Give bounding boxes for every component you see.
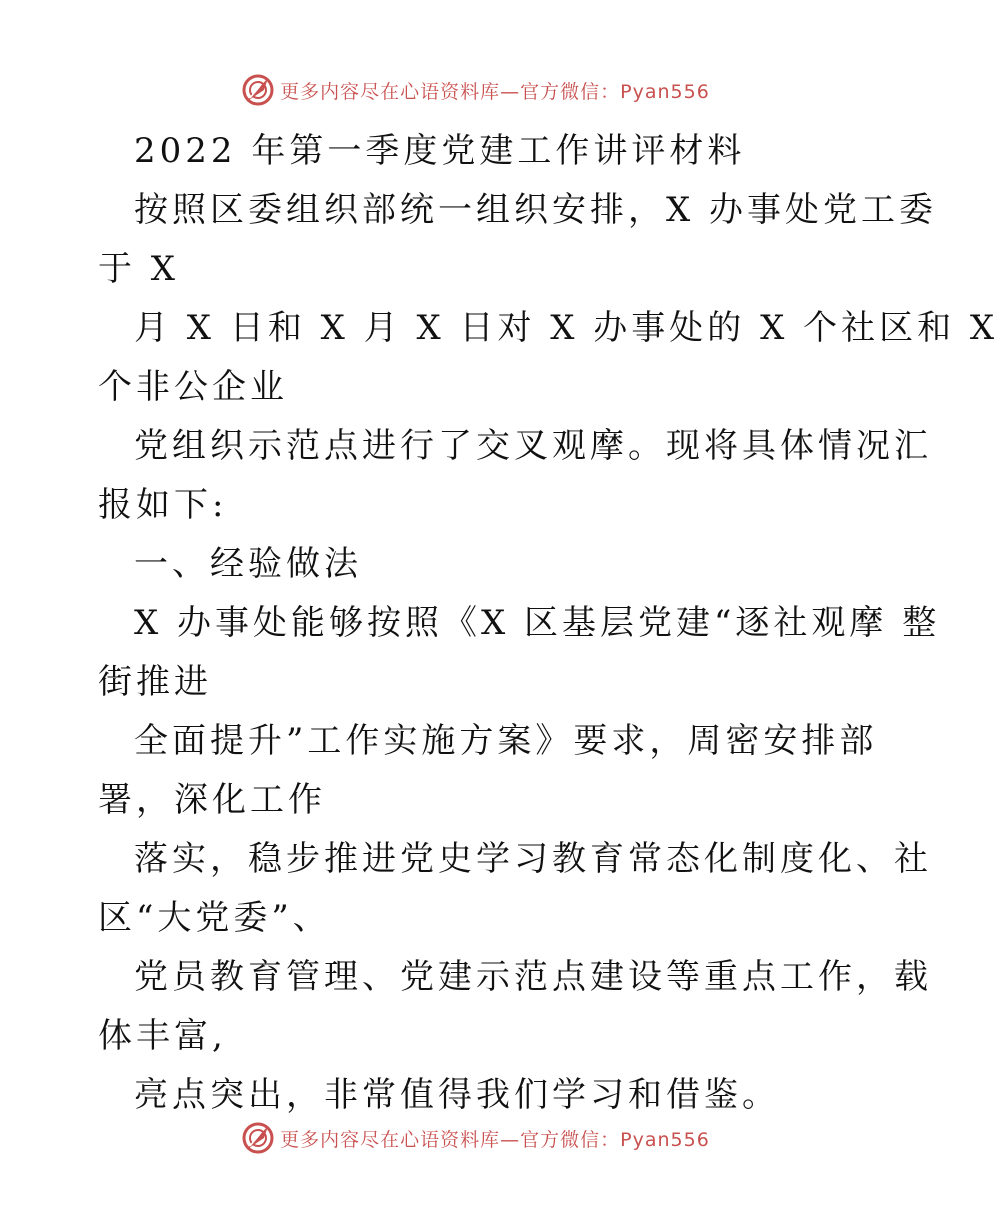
banner-text: 更多内容尽在心语资料库—官方微信：Pyan556 — [280, 80, 710, 103]
document-line: 亮点突出，非常值得我们学习和借鉴。 — [134, 1075, 780, 1115]
document-body — [98, 122, 998, 1125]
document-line: 党组织示范点进行了交叉观摩。现将具体情况汇 — [134, 426, 932, 466]
document-line: 于 X — [98, 249, 180, 289]
document-line: 署，深化工作 — [98, 780, 326, 820]
document-line: 区“大党委”、 — [98, 898, 331, 938]
quill-circle-logo-icon — [240, 72, 276, 108]
document-line: 党员教育管理、党建示范点建设等重点工作，载 — [134, 957, 932, 997]
document-line: 一、经验做法 — [134, 544, 362, 584]
banner-text: 更多内容尽在心语资料库—官方微信：Pyan556 — [280, 1128, 710, 1151]
document-line: 全面提升”工作实施方案》要求，周密安排部 — [134, 721, 878, 761]
quill-circle-logo-icon — [240, 1120, 276, 1156]
document-line: 报如下: — [98, 485, 228, 525]
document-line: 月 X 日和 X 月 X 日对 X 办事处的 X 个社区和 X — [134, 308, 998, 348]
document-line: X 办事处能够按照《X 区基层党建“逐社观摩 整 — [134, 603, 941, 643]
document-line: 个非公企业 — [98, 367, 288, 407]
document-line: 落实，稳步推进党史学习教育常态化制度化、社 — [134, 839, 932, 879]
document-line: 按照区委组织部统一组织安排，X 办事处党工委 — [134, 190, 938, 230]
document-line: 体丰富, — [98, 1016, 227, 1056]
header-banner — [0, 70, 950, 110]
document-line: 2022 年第一季度党建工作讲评材料 — [134, 131, 746, 171]
document-line: 街推进 — [98, 662, 212, 702]
footer-banner — [0, 1118, 950, 1158]
